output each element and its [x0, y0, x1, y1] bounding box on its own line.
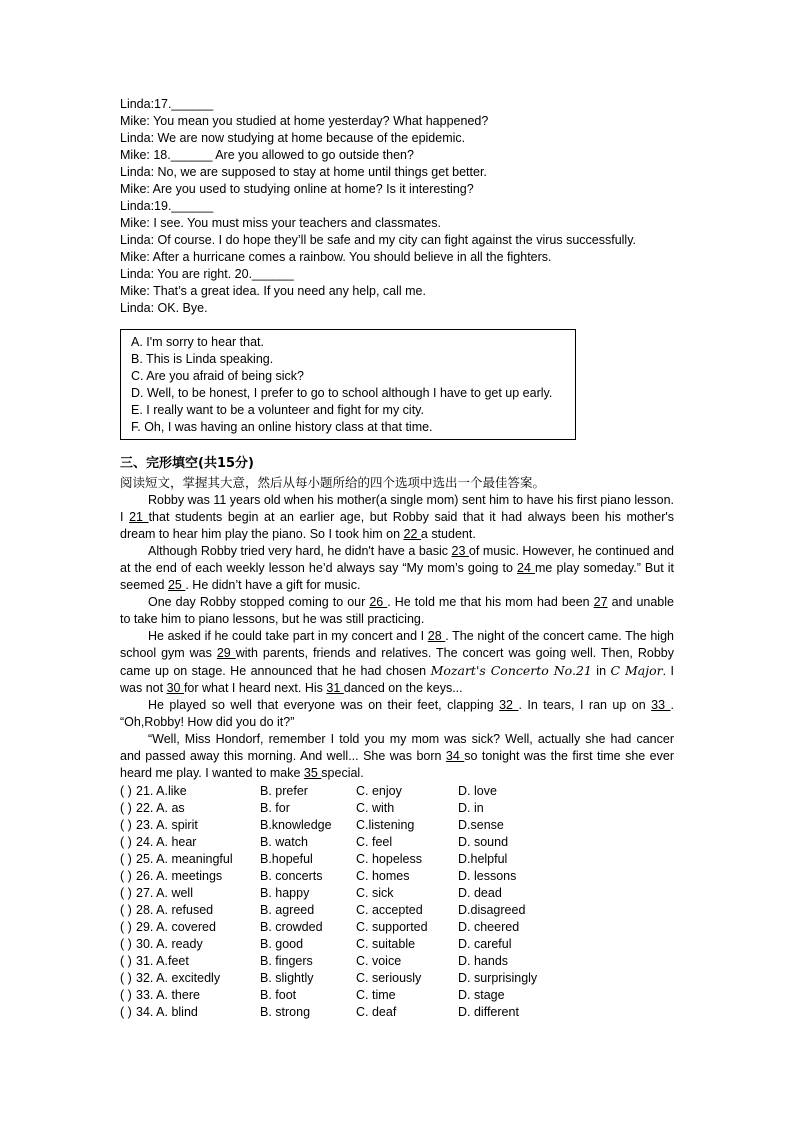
- choice-d: D. dead: [458, 886, 502, 900]
- passage-text: for what I heard next. His: [183, 681, 327, 695]
- passage-text: One day Robby stopped coming to our: [148, 595, 370, 609]
- choice-b: B.hopeful: [260, 852, 313, 866]
- answer-bracket[interactable]: ( ): [120, 835, 132, 849]
- passage-paragraph: [120, 594, 674, 628]
- choice-row: [120, 834, 680, 851]
- choice-d: D. lessons: [458, 869, 517, 883]
- blank-25: 25: [167, 578, 186, 592]
- passage-paragraph: [120, 731, 674, 782]
- passage-text: so tonight was the first time she ever heard me play. I wanted to make: [120, 749, 674, 780]
- choice-c: C. with: [356, 801, 395, 815]
- dialogue-line: Mike: You mean you studied at home yesterday? What happened?: [120, 114, 489, 128]
- choice-d: D. different: [458, 1005, 519, 1019]
- answer-bracket[interactable]: ( ): [120, 988, 132, 1002]
- blank-32: 32: [499, 698, 519, 712]
- choice-a: 29. A. covered: [136, 920, 216, 934]
- passage-text: special.: [321, 766, 364, 780]
- blank-22: 22: [403, 527, 421, 541]
- choice-a: 30. A. ready: [136, 937, 203, 951]
- choice-row: [120, 953, 680, 970]
- key-name: C Major: [610, 663, 663, 678]
- section-title: 三、完形填空(共15分): [120, 456, 254, 471]
- option-item: E. I really want to be a volunteer and fight for my city.: [131, 403, 424, 417]
- passage-text: Although Robby tried very hard, he didn't have a basic: [148, 544, 452, 558]
- choice-b: B. slightly: [260, 971, 314, 985]
- choice-row: [120, 783, 680, 800]
- dialogue-line: Linda:17.______: [120, 97, 214, 111]
- choice-b: B. crowded: [260, 920, 323, 934]
- choice-a: 26. A. meetings: [136, 869, 223, 883]
- choice-row: [120, 987, 680, 1004]
- choice-d: D. love: [458, 784, 497, 798]
- dialogue-line: Linda:19.______: [120, 199, 214, 213]
- choice-c: C. deaf: [356, 1005, 397, 1019]
- dialogue-line: Linda: You are right. 20.______: [120, 267, 294, 281]
- passage-text: of music. However, he continued and at the end of each weekly lesson he’d always say “My mom’s going to: [120, 544, 674, 575]
- passage-text: “Well, Miss Hondorf, remember I told you my mom was sick? Well, actually she had cancer and passed away this morning. And well... She was born: [120, 732, 674, 763]
- passage-text: . “Oh,Robby! How did you do it?”: [120, 698, 674, 729]
- blank-28: 28: [427, 629, 446, 643]
- passage-text: . The night of the concert came. The high school gym was: [120, 629, 674, 660]
- answer-bracket[interactable]: ( ): [120, 903, 132, 917]
- choice-a: 25. A. meaningful: [136, 852, 233, 866]
- passage-text: . He didn’t have a gift for music.: [185, 578, 361, 592]
- choice-row: [120, 919, 680, 936]
- work-title: Mozart's Concerto No.21: [430, 663, 592, 678]
- choice-a: 23. A. spirit: [136, 818, 198, 832]
- choice-b: B. agreed: [260, 903, 315, 917]
- choice-a: 34. A. blind: [136, 1005, 198, 1019]
- choice-b: B. foot: [260, 988, 297, 1002]
- dialogue-line: Mike: That’s a great idea. If you need any help, call me.: [120, 284, 426, 298]
- choice-d: D.sense: [458, 818, 504, 832]
- choice-d: D.helpful: [458, 852, 508, 866]
- choice-c: C. suitable: [356, 937, 416, 951]
- answer-bracket[interactable]: ( ): [120, 920, 132, 934]
- dialogue-line: Linda: OK. Bye.: [120, 301, 208, 315]
- passage-text: a student.: [420, 527, 476, 541]
- passage-text: me play someday.” But it seemed: [120, 561, 674, 592]
- answer-bracket[interactable]: ( ): [120, 801, 132, 815]
- passage-text: He asked if he could take part in my concert and I: [148, 629, 428, 643]
- choice-b: B.knowledge: [260, 818, 332, 832]
- choice-c: C. accepted: [356, 903, 423, 917]
- dialogue-line: Linda: We are now studying at home because of the epidemic.: [120, 131, 466, 145]
- choice-b: B. happy: [260, 886, 310, 900]
- choice-b: B. fingers: [260, 954, 313, 968]
- dialogue-line: Linda: Of course. I do hope they’ll be safe and my city can fight against the virus successfully.: [120, 233, 637, 247]
- answer-bracket[interactable]: ( ): [120, 784, 132, 798]
- option-item: C. Are you afraid of being sick?: [131, 369, 305, 383]
- passage-paragraph: [120, 628, 674, 697]
- choice-row: [120, 970, 680, 987]
- choice-a: 24. A. hear: [136, 835, 197, 849]
- choice-d: D. in: [458, 801, 484, 815]
- passage-text: He played so well that everyone was on their feet, clapping: [148, 698, 500, 712]
- choice-c: C. time: [356, 988, 396, 1002]
- answer-bracket[interactable]: ( ): [120, 971, 132, 985]
- choice-b: B. concerts: [260, 869, 323, 883]
- blank-35: 35: [303, 766, 322, 780]
- blank-31: 31: [326, 681, 344, 695]
- passage-text: danced on the keys...: [343, 681, 463, 695]
- choice-c: C. supported: [356, 920, 428, 934]
- answer-bracket[interactable]: ( ): [120, 852, 132, 866]
- blank-34: 34: [445, 749, 465, 763]
- choice-d: D. stage: [458, 988, 505, 1002]
- choice-c: C. voice: [356, 954, 402, 968]
- answer-choices: [120, 783, 680, 1021]
- choice-b: B. watch: [260, 835, 308, 849]
- choice-a: 31. A.feet: [136, 954, 189, 968]
- passage-paragraph: [120, 543, 674, 594]
- dialogue-line: Linda: No, we are supposed to stay at home until things get better.: [120, 165, 487, 179]
- choice-d: D. hands: [458, 954, 509, 968]
- choice-b: B. good: [260, 937, 304, 951]
- choice-row: [120, 851, 680, 868]
- blank-24: 24: [517, 561, 536, 575]
- blank-21: 21: [129, 510, 149, 524]
- choice-row: [120, 800, 680, 817]
- choice-c: C. hopeless: [356, 852, 423, 866]
- answer-bracket[interactable]: ( ): [120, 1005, 132, 1019]
- dialogue-line: Mike: 18.______ Are you allowed to go outside then?: [120, 148, 414, 162]
- choice-c: C. homes: [356, 869, 410, 883]
- option-item: F. Oh, I was having an online history class at that time.: [131, 420, 433, 434]
- blank-23: 23: [451, 544, 469, 558]
- choice-b: B. strong: [260, 1005, 311, 1019]
- answer-bracket[interactable]: ( ): [120, 937, 132, 951]
- choice-b: B. prefer: [260, 784, 308, 798]
- choice-a: 32. A. excitedly: [136, 971, 221, 985]
- passage-paragraph: [120, 492, 674, 543]
- choice-d: D. cheered: [458, 920, 520, 934]
- dialogue: [120, 96, 680, 317]
- answer-bracket[interactable]: ( ): [120, 954, 132, 968]
- options-box: [120, 329, 576, 440]
- cloze-passage: [120, 492, 674, 782]
- answer-bracket[interactable]: ( ): [120, 886, 132, 900]
- passage-text: with parents, friends and relatives. The concert was going well. Then, Robby came up on stage. He announced that he had chosen: [120, 646, 674, 678]
- choice-a: 33. A. there: [136, 988, 200, 1002]
- blank-26: 26: [369, 595, 388, 609]
- blank-27: 27: [593, 595, 608, 609]
- choice-c: C. feel: [356, 835, 393, 849]
- option-item: B. This is Linda speaking.: [131, 352, 274, 366]
- choice-d: D.disagreed: [458, 903, 526, 917]
- passage-text: . He told me that his mom had been: [387, 595, 594, 609]
- passage-text: . In tears, I ran up on: [518, 698, 652, 712]
- choice-a: 28. A. refused: [136, 903, 214, 917]
- choice-row: [120, 902, 680, 919]
- choice-c: C. sick: [356, 886, 394, 900]
- option-item: D. Well, to be honest, I prefer to go to school although I have to get up early.: [131, 386, 553, 400]
- choice-row: [120, 817, 680, 834]
- choice-a: 22. A. as: [136, 801, 185, 815]
- choice-c: C. seriously: [356, 971, 422, 985]
- section-instruction: 阅读短文，掌握其大意，然后从每小题所给的四个选项中选出一个最佳答案。: [120, 475, 546, 490]
- passage-paragraph: [120, 697, 674, 731]
- passage-text: . I was not: [120, 664, 674, 695]
- answer-bracket[interactable]: ( ): [120, 818, 132, 832]
- choice-d: D. sound: [458, 835, 509, 849]
- dialogue-line: Mike: After a hurricane comes a rainbow. You should believe in all the fighters.: [120, 250, 552, 264]
- choice-a: 21. A.like: [136, 784, 187, 798]
- choice-c: C. enjoy: [356, 784, 402, 798]
- passage-text: Robby was 11 years old when his mother(a single mom) sent him to have his first piano lesson. I: [120, 493, 674, 524]
- choice-a: 27. A. well: [136, 886, 193, 900]
- choice-d: D. surprisingly: [458, 971, 538, 985]
- blank-30: 30: [166, 681, 184, 695]
- choice-d: D. careful: [458, 937, 512, 951]
- choice-row: [120, 885, 680, 902]
- dialogue-line: Mike: Are you used to studying online at home? Is it interesting?: [120, 182, 474, 196]
- choice-row: [120, 1004, 680, 1021]
- choice-row: [120, 868, 680, 885]
- blank-33: 33: [651, 698, 671, 712]
- passage-text: and unable to take him to piano lessons, but he was still practicing.: [120, 595, 674, 626]
- choice-c: C.listening: [356, 818, 415, 832]
- choice-row: [120, 936, 680, 953]
- choice-b: B. for: [260, 801, 290, 815]
- option-item: A. I'm sorry to hear that.: [131, 335, 264, 349]
- blank-29: 29: [216, 646, 236, 660]
- dialogue-line: Mike: I see. You must miss your teachers and classmates.: [120, 216, 441, 230]
- passage-text: in: [591, 664, 611, 678]
- passage-text: that students begin at an earlier age, but Robby said that it had always been his mother's dream to hear him play the piano. So I took him on: [120, 510, 674, 541]
- answer-bracket[interactable]: ( ): [120, 869, 132, 883]
